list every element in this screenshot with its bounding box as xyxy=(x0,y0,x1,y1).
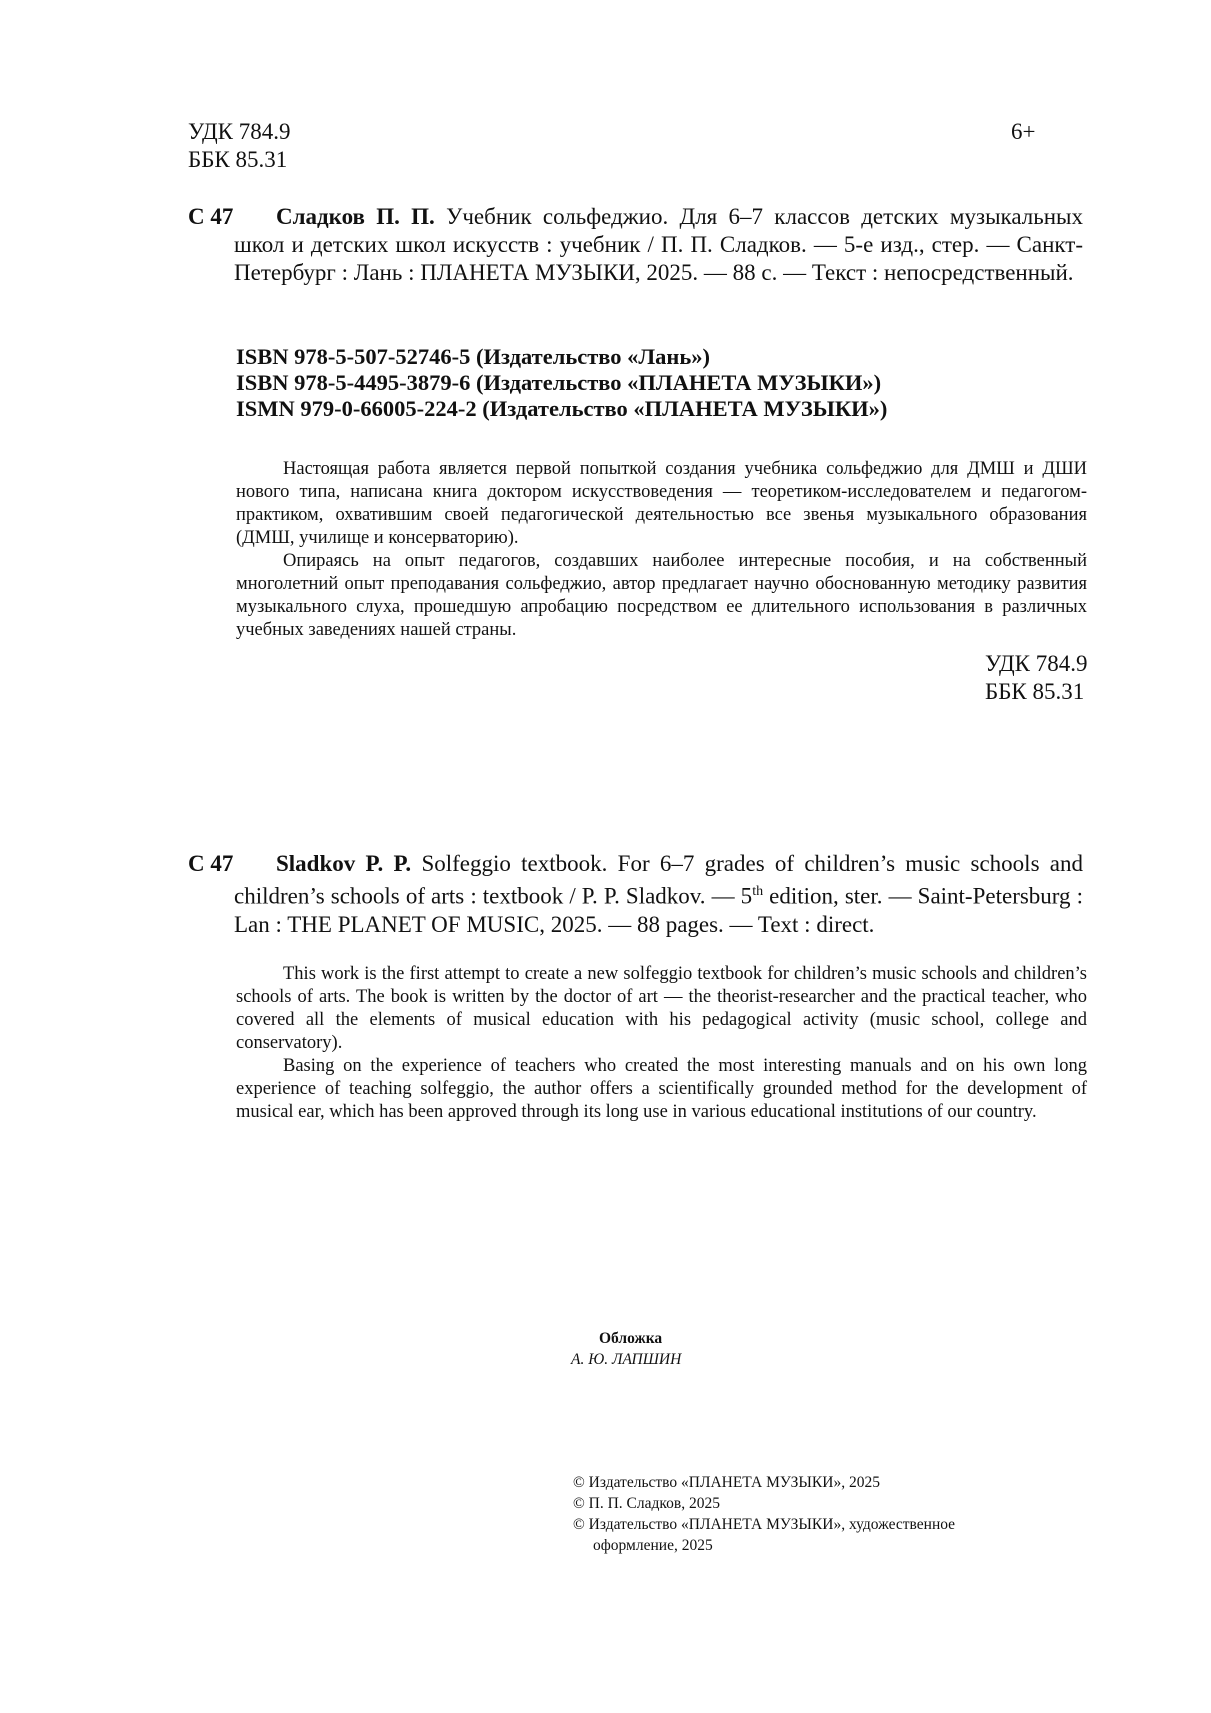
entry-text-cont: edition, ster. — Saint-Petersburg : Lan : THE PLANET OF MUSIC, 2025. — 88 pages. — Text : direct. xyxy=(234,883,1084,937)
entry-code: С 47 xyxy=(188,851,234,876)
copyright-line: оформление, 2025 xyxy=(593,1537,713,1554)
bbk-code-bottom: ББК 85.31 xyxy=(985,679,1085,704)
age-rating: 6+ xyxy=(1011,119,1036,144)
copyright-line: © Издательство «ПЛАНЕТА МУЗЫКИ», 2025 xyxy=(573,1474,880,1491)
ismn-line: ISMN 979-0-66005-224-2 (Издательство «ПЛАНЕТА МУЗЫКИ») xyxy=(236,396,888,421)
entry-text: Solfeggio textbook. For 6–7 grades of children’s music schools and children’s schools of arts : textbook / P. P. Sladkov. — 5 xyxy=(234,851,1083,909)
entry-author: Sladkov P. P. xyxy=(276,851,412,876)
udk-code: УДК 784.9 xyxy=(188,119,291,144)
udk-code-bottom: УДК 784.9 xyxy=(985,651,1088,676)
isbn-list xyxy=(236,344,887,422)
isbn-line: ISBN 978-5-507-52746-5 (Издательство «Лань») xyxy=(236,344,711,369)
entry-author: Сладков П. П. xyxy=(276,204,435,229)
catalog-entry-ru xyxy=(188,203,1083,287)
cover-label: Обложка xyxy=(599,1330,663,1347)
abstract-paragraph: Опираясь на опыт педагогов, создавших наиболее интересные пособия, и на собственный многолетний опыт преподавания сольфеджио, автор предлагает научно обоснованную методику развития музыкального слуха, прошедшую апробацию посредством ее длительного использования в различных учебных заведениях нашей страны. xyxy=(236,551,1087,640)
edition-superscript: th xyxy=(752,884,764,899)
entry-code: С 47 xyxy=(188,204,234,229)
copyright-block xyxy=(573,1472,955,1556)
bbk-code: ББК 85.31 xyxy=(188,147,288,172)
copyright-line: © П. П. Сладков, 2025 xyxy=(573,1495,720,1512)
abstract-en xyxy=(236,963,1087,1124)
abstract-paragraph: Basing on the experience of teachers who created the most interesting manuals and on his own long experience of teaching solfeggio, the author offers a scientifically grounded method for the development of musical ear, which has been approved through its long use in various educational institutions of our country. xyxy=(236,1056,1087,1122)
cover-author: А. Ю. ЛАПШИН xyxy=(571,1351,682,1368)
abstract-ru xyxy=(236,458,1087,642)
copyright-line: © Издательство «ПЛАНЕТА МУЗЫКИ», художественное xyxy=(573,1516,956,1533)
entry-text: Учебник сольфеджио. Для 6–7 классов детских музыкальных школ и детских школ искусств : учебник / П. П. Сладков. — 5-е изд., стер. — Санкт-Петербург : Лань : ПЛАНЕТА МУЗЫКИ, 2025. — 88 с. — Текст : непосредственный. xyxy=(234,204,1083,285)
isbn-line: ISBN 978-5-4495-3879-6 (Издательство «ПЛАНЕТА МУЗЫКИ») xyxy=(236,370,882,395)
catalog-entry-en xyxy=(188,850,1083,939)
abstract-paragraph: Настоящая работа является первой попыткой создания учебника сольфеджио для ДМШ и ДШИ нового типа, написана книга доктором искусствоведения — теоретиком-исследователем и педагогом-практиком, охватившим своей педагогической деятельностью все звенья музыкального образования (ДМШ, училище и консерваторию). xyxy=(236,459,1087,548)
abstract-paragraph: This work is the first attempt to create a new solfeggio textbook for children’s music schools and children’s schools of arts. The book is written by the doctor of art — the theorist-researcher and the practical teacher, who covered all the elements of musical education with his pedagogical activity (music school, college and conservatory). xyxy=(236,964,1087,1053)
